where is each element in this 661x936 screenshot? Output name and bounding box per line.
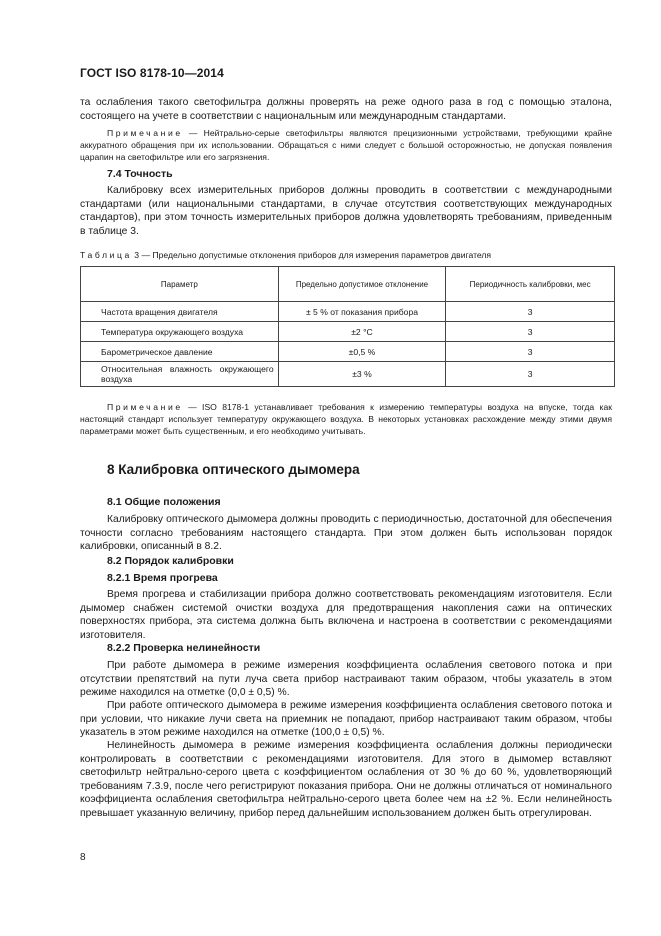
table-cell-parameter: Температура окружающего воздуха xyxy=(81,322,279,342)
note-1-text: — Нейтрально-серые светофильтры являются прецизионными устройствами, требующими крайне аккуратного обращения при их использовании. Обращаться с ними следует с большой осторожностью, не допуская появления царапин на светофильтре или его загрязнения. xyxy=(80,128,612,163)
table-3-caption-text: 3 — Предельно допустимые отклонения приборов для измерения параметров двигателя xyxy=(131,250,492,260)
section-8-2-2-paragraph-1: При работе дымомера в режиме измерения коэффициента ослабления светового потока и при отсутствии препятствий на пути луча света прибор настраивают таким образом, чтобы указатель в этом режиме находился на отметке (0,0 ± 0,5) %. xyxy=(80,660,612,699)
table-3-caption xyxy=(80,249,620,261)
note-2-text: — ISO 8178-1 устанавливает требования к измерению температуры воздуха на впуске, тогда как настоящий стандарт использует температуру окружающего воздуха. В некоторых установках расхождение между этими двумя параметрами может быть существенным, и его необходимо учитывать. xyxy=(80,402,612,437)
table-cell-period: 3 xyxy=(446,362,615,387)
table-3-label: Таблица xyxy=(80,250,132,260)
table-cell-parameter: Барометрическое давление xyxy=(81,342,279,362)
table-header-cell: Периодичность калибровки, мес xyxy=(446,267,615,302)
table-header-cell: Параметр xyxy=(81,267,279,302)
section-8-2-2-title: 8.2.2 Проверка нелинейности xyxy=(107,642,261,654)
section-8-2-2-paragraph-2: При работе оптического дымомера в режиме измерения коэффициента ослабления светового потока и при условии, что никакие лучи света на приемник не попадают, прибор настраивают таким образом, чтобы указатель в этом режиме находился на отметке (100,0 ± 0,5) %. xyxy=(80,700,612,739)
table-cell-parameter: Относительная влажность окружающего воздуха xyxy=(81,362,279,387)
section-8-2-1-text: Время прогрева и стабилизации прибора должно соответствовать рекомендациям изготовителя. Если дымомер снабжен системой очистки воздуха для предотвращения накопления сажи на оптических поверхностях прибора, эта система должна быть включена и настроена в соответствии с рекомендациями изготовителя. xyxy=(80,589,612,641)
section-7-4-title: 7.4 Точность xyxy=(107,168,173,180)
section-8-1-text: Калибровку оптического дымомера должны проводить с периодичностью, достаточной для обеспечения точности согласно требованиям настоящего стандарта. При этом должен быть использован порядок калибровки, описанный в 8.2. xyxy=(80,514,612,553)
section-8-2-title: 8.2 Порядок калибровки xyxy=(107,555,234,567)
table-row xyxy=(81,342,615,362)
table-cell-tolerance: ±3 % xyxy=(278,362,446,387)
section-8-2-2-paragraph-3: Нелинейность дымомера в режиме измерения коэффициента ослабления должны периодически контролировать в соответствии с рекомендациями изготовителя. Для этого в дымомер вставляют светофильтр нейтрально-серого цвета с коэффициентом ослабления от 30 % до 60 %, удовлетворяющий требованиям 7.3.9, после чего регистрируют показания прибора. Они не должны отличаться от номинального коэффициента ослабления светофильтра нейтрально-серого цвета более чем на ±2 %. Если нелинейность превышает указанную величину, прибор перед дальнейшим использованием должен быть отрегулирован. xyxy=(80,740,612,819)
table-cell-parameter: Частота вращения двигателя xyxy=(81,302,279,322)
document-code-header: ГОСТ ISO 8178-10—2014 xyxy=(80,66,224,80)
section-8-1-title: 8.1 Общие положения xyxy=(107,496,221,508)
note-1 xyxy=(80,127,612,164)
table-cell-tolerance: ± 5 % от показания прибора xyxy=(278,302,446,322)
table-row xyxy=(81,362,615,387)
table-cell-period: 3 xyxy=(446,302,615,322)
table-header-cell: Предельно допустимое отклонение xyxy=(278,267,446,302)
paragraph-continuation: та ослабления такого светофильтра должны проверять на реже одного раза в год с помощью эталона, состоящего на учете в соответствии с национальным или международным стандартами. xyxy=(80,97,612,122)
table-row xyxy=(81,302,615,322)
table-cell-tolerance: ±2 °С xyxy=(278,322,446,342)
table-3 xyxy=(80,266,615,387)
note-2 xyxy=(80,401,612,438)
table-row xyxy=(81,322,615,342)
table-cell-period: 3 xyxy=(446,322,615,342)
section-7-4-text: Калибровку всех измерительных приборов должны проводить в соответствии с международными стандартами (или национальными стандартами, в случае отсутствия соответствующих международных стандартов), при этом точность измерительных приборов должна удовлетворять требованиям, приведенным в таблице 3. xyxy=(80,185,612,237)
table-cell-tolerance: ±0,5 % xyxy=(278,342,446,362)
table-cell-period: 3 xyxy=(446,342,615,362)
page-number: 8 xyxy=(80,852,86,863)
note-1-label: Примечание xyxy=(107,128,183,138)
note-2-label: Примечание xyxy=(107,402,183,412)
section-8-title: 8 Калибровка оптического дымомера xyxy=(107,462,360,477)
table-header-row xyxy=(81,267,615,302)
section-8-2-1-title: 8.2.1 Время прогрева xyxy=(107,572,218,584)
